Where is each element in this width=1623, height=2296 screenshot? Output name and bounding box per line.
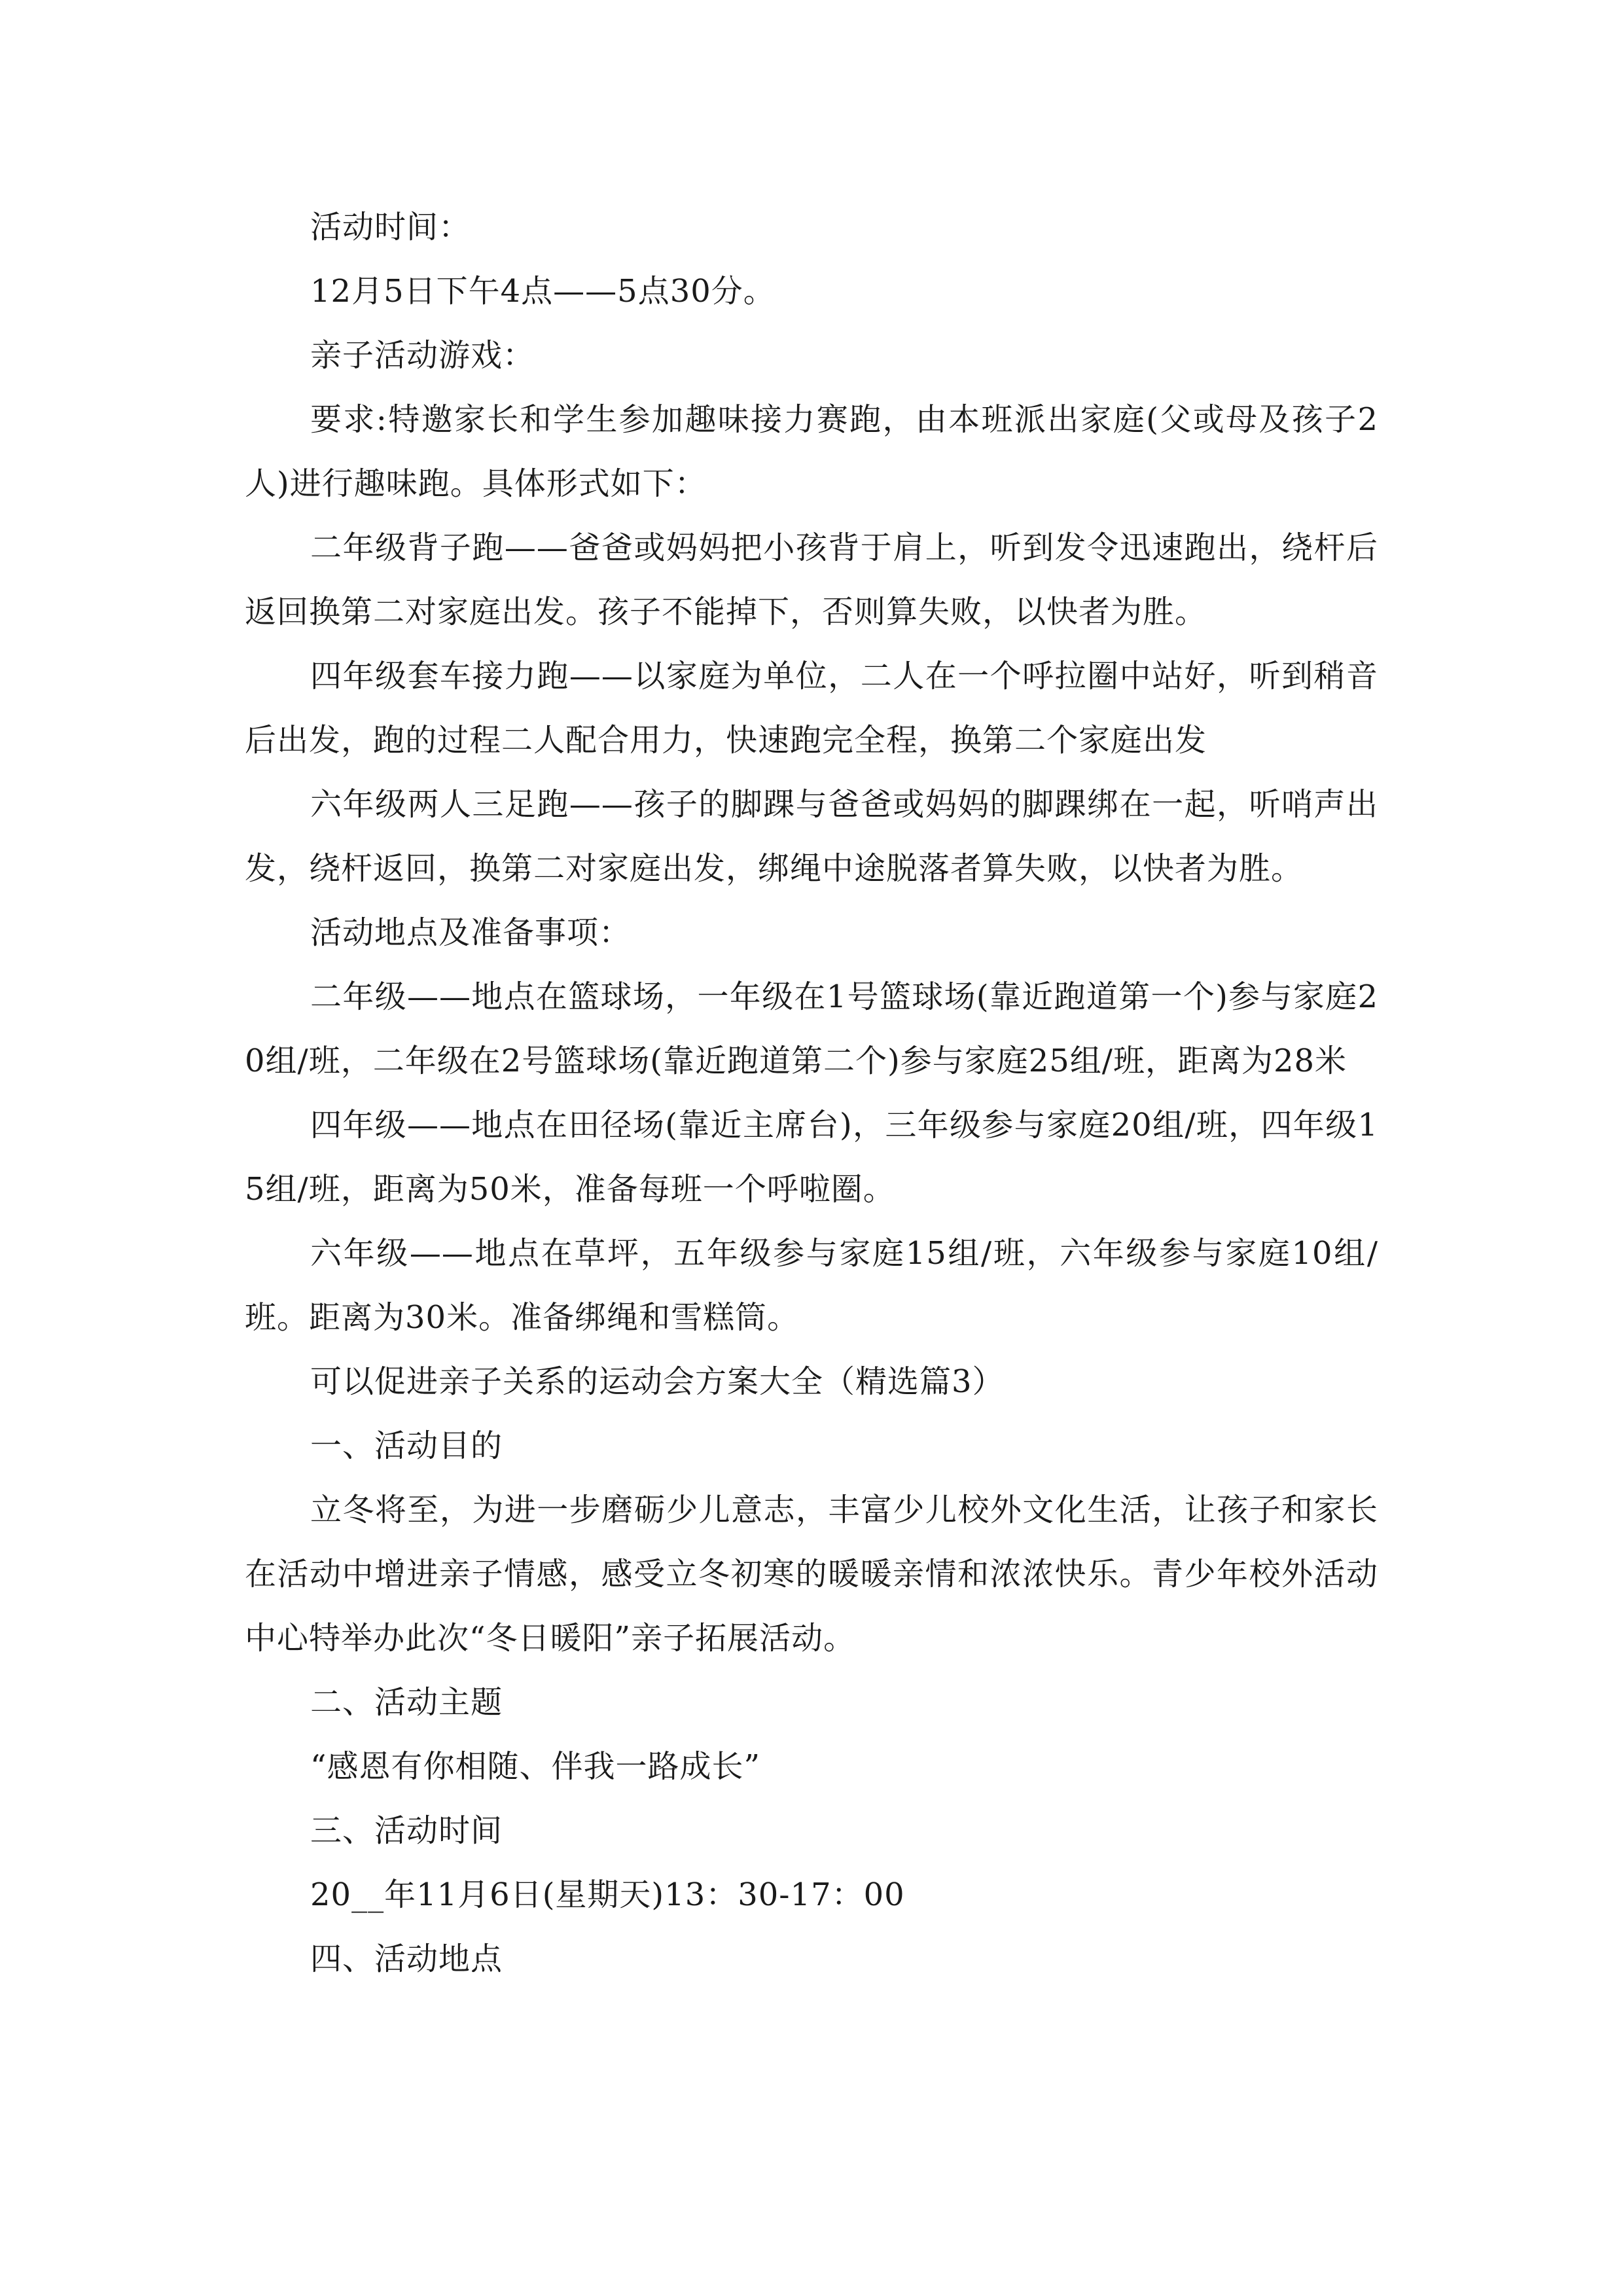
paragraph-location-heading: 活动地点及准备事项： bbox=[310, 914, 632, 951]
heading-purpose: 一、活动目的 bbox=[310, 1427, 503, 1464]
paragraph-time: 20__年11月6日(星期天)13：30-17：00 bbox=[310, 1876, 905, 1913]
paragraph-grade6-game: 六年级两人三足跑——孩子的脚踝与爸爸或妈妈的脚踝绑在一起，听哨声出发，绕杆返回，换第二对家庭出发，绑绳中途脱落者算失败，以快者为胜。 bbox=[245, 786, 1378, 887]
paragraph-purpose: 立冬将至，为进一步磨砺少儿意志，丰富少儿校外文化生活，让孩子和家长在活动中增进亲子情感，感受立冬初寒的暖暖亲情和浓浓快乐。青少年校外活动中心特举办此次“冬日暖阳”亲子拓展活动。 bbox=[245, 1492, 1378, 1657]
paragraph-grade4-game: 四年级套车接力跑——以家庭为单位，二人在一个呼拉圈中站好，听到稍音后出发，跑的过程二人配合用力，快速跑完全程，换第二个家庭出发 bbox=[245, 658, 1378, 759]
document-body bbox=[245, 195, 1378, 1991]
heading-time: 三、活动时间 bbox=[310, 1812, 503, 1849]
heading-theme: 二、活动主题 bbox=[310, 1684, 503, 1721]
paragraph-grade2-location: 二年级——地点在篮球场，一年级在1号篮球场(靠近跑道第一个)参与家庭20组/班，二年级在2号篮球场(靠近跑道第二个)参与家庭25组/班，距离为28米 bbox=[245, 978, 1378, 1079]
paragraph-requirements: 要求:特邀家长和学生参加趣味接力赛跑，由本班派出家庭(父或母及孩子2人)进行趣味跑。具体形式如下： bbox=[245, 401, 1378, 502]
paragraph-grade2-game: 二年级背子跑——爸爸或妈妈把小孩背于肩上，听到发令迅速跑出，绕杆后返回换第二对家庭出发。孩子不能掉下，否则算失败，以快者为胜。 bbox=[245, 529, 1378, 630]
section-title: 可以促进亲子关系的运动会方案大全（精选篇3） bbox=[310, 1363, 1005, 1400]
paragraph-grade6-location: 六年级——地点在草坪，五年级参与家庭15组/班，六年级参与家庭10组/班。距离为30米。准备绑绳和雪糕筒。 bbox=[245, 1235, 1378, 1336]
paragraph-theme: “感恩有你相随、伴我一路成长” bbox=[310, 1748, 761, 1785]
paragraph-grade4-location: 四年级——地点在田径场(靠近主席台)，三年级参与家庭20组/班，四年级15组/班，距离为50米，准备每班一个呼啦圈。 bbox=[245, 1107, 1378, 1208]
paragraph-games-heading: 亲子活动游戏： bbox=[310, 337, 535, 374]
paragraph-activity-time-heading: 活动时间： bbox=[310, 209, 471, 245]
heading-location: 四、活动地点 bbox=[310, 1941, 503, 1977]
paragraph-activity-time: 12月5日下午4点——5点30分。 bbox=[310, 273, 776, 310]
